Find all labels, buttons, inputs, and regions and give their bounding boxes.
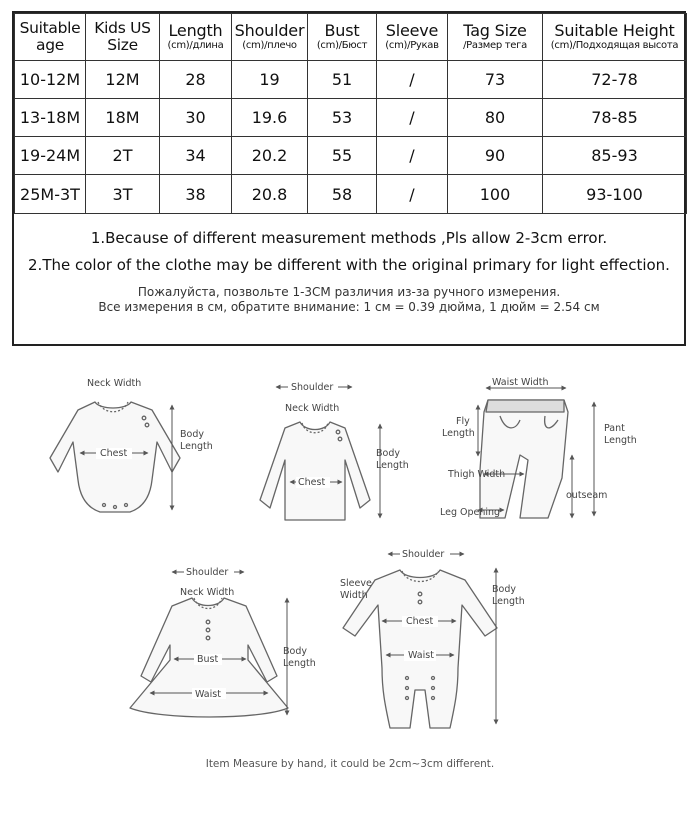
dress-body-label-1: Body [283, 646, 307, 657]
dress-shoulder-label: Shoulder [186, 567, 229, 578]
pants-pant-label-2: Length [604, 435, 637, 446]
cell-bust: 51 [308, 61, 377, 99]
dress-body-label-2: Length [283, 658, 316, 669]
cell-sleeve: / [377, 61, 448, 99]
cell-tag-size: 90 [448, 137, 543, 175]
note-russian-units: Все измерения в см, обратите внимание: 1 см = 0.39 дюйма, 1 дюйм = 2.54 см [98, 300, 600, 314]
romper-chest-label: Chest [406, 616, 434, 627]
cell-bust: 53 [308, 99, 377, 137]
header-shoulder: Shoulder (cm)/плечо [232, 14, 308, 61]
cell-shoulder: 19.6 [232, 99, 308, 137]
shirt-chest-label: Chest [298, 477, 326, 488]
cell-shoulder: 20.8 [232, 175, 308, 214]
shirt-body-label-1: Body [376, 448, 400, 459]
pants-fly-label-2: Length [442, 428, 475, 439]
pants-outseam-label: outseam [566, 490, 608, 501]
measurement-diagrams [0, 360, 700, 780]
pants-illustration [480, 400, 568, 518]
footer-note: Item Measure by hand, it could be 2cm~3cm different. [205, 758, 495, 770]
romper-sleeve-label-2: Width [340, 590, 368, 601]
cell-sleeve: / [377, 99, 448, 137]
cell-tag-size: 80 [448, 99, 543, 137]
romper-shoulder-label: Shoulder [402, 549, 445, 560]
dress-neck-label: Neck Width [180, 587, 235, 598]
bodysuit-body-label-2: Length [180, 441, 213, 452]
cell-us-size: 2T [86, 137, 160, 175]
bodysuit-chest-label: Chest [100, 448, 128, 459]
romper-body-label-2: Length [492, 596, 525, 607]
header-length: Length (cm)/длина [160, 14, 232, 61]
shirt-shoulder-label: Shoulder [291, 382, 334, 393]
header-sleeve: Sleeve (cm)/Рукав [377, 14, 448, 61]
cell-height: 85-93 [543, 137, 687, 175]
pants-waist-label: Waist Width [492, 377, 549, 388]
pants-pant-label-1: Pant [604, 423, 625, 434]
cell-age: 10-12M [15, 61, 86, 99]
note-measurement-error: 1.Because of different measurement methods ,Pls allow 2-3cm error. [90, 229, 608, 247]
cell-us-size: 18M [86, 99, 160, 137]
table-row [15, 175, 687, 214]
romper-waist-label: Waist [408, 650, 434, 661]
cell-height: 72-78 [543, 61, 687, 99]
header-bust: Bust (cm)/Бюст [308, 14, 377, 61]
bodysuit-neck-label: Neck Width [87, 378, 142, 389]
note-russian-error: Пожалуйста, позвольте 1-3CM различия из-за ручного измерения. [137, 285, 561, 299]
header-tag-size: Tag Size /Размер тега [448, 14, 543, 61]
pants-leg-opening-label: Leg Opening [440, 507, 501, 518]
pants-thigh-label: Thigh Width [448, 469, 506, 480]
cell-age: 25M-3T [15, 175, 86, 214]
cell-shoulder: 19 [232, 61, 308, 99]
cell-tag-size: 73 [448, 61, 543, 99]
cell-length: 30 [160, 99, 232, 137]
cell-us-size: 3T [86, 175, 160, 214]
size-chart [12, 11, 686, 346]
cell-length: 34 [160, 137, 232, 175]
table-row [15, 99, 687, 137]
cell-height: 78-85 [543, 99, 687, 137]
cell-age: 19-24M [15, 137, 86, 175]
cell-tag-size: 100 [448, 175, 543, 214]
romper-sleeve-label-1: Sleeve [340, 578, 372, 589]
cell-sleeve: / [377, 175, 448, 214]
romper-body-label-1: Body [492, 584, 516, 595]
header-us-size: Kids US Size [86, 14, 160, 61]
table-row [15, 137, 687, 175]
dress-waist-label: Waist [195, 689, 221, 700]
cell-length: 38 [160, 175, 232, 214]
cell-length: 28 [160, 61, 232, 99]
header-height: Suitable Height (cm)/Подходящая высота [543, 14, 687, 61]
cell-us-size: 12M [86, 61, 160, 99]
shirt-illustration [260, 422, 370, 520]
table-row [15, 61, 687, 99]
table-header-row [15, 14, 687, 61]
cell-age: 13-18M [15, 99, 86, 137]
bodysuit-body-label-1: Body [180, 429, 204, 440]
cell-height: 93-100 [543, 175, 687, 214]
cell-bust: 55 [308, 137, 377, 175]
cell-sleeve: / [377, 137, 448, 175]
pants-fly-label-1: Fly [456, 416, 470, 427]
header-age: Suitable age [15, 14, 86, 61]
size-table [14, 13, 687, 214]
note-color-difference: 2.The color of the clothe may be different with the original primary for light effection. [28, 256, 670, 274]
cell-bust: 58 [308, 175, 377, 214]
cell-shoulder: 20.2 [232, 137, 308, 175]
shirt-body-label-2: Length [376, 460, 409, 471]
dress-bust-label: Bust [197, 654, 219, 665]
shirt-neck-label: Neck Width [285, 403, 340, 414]
